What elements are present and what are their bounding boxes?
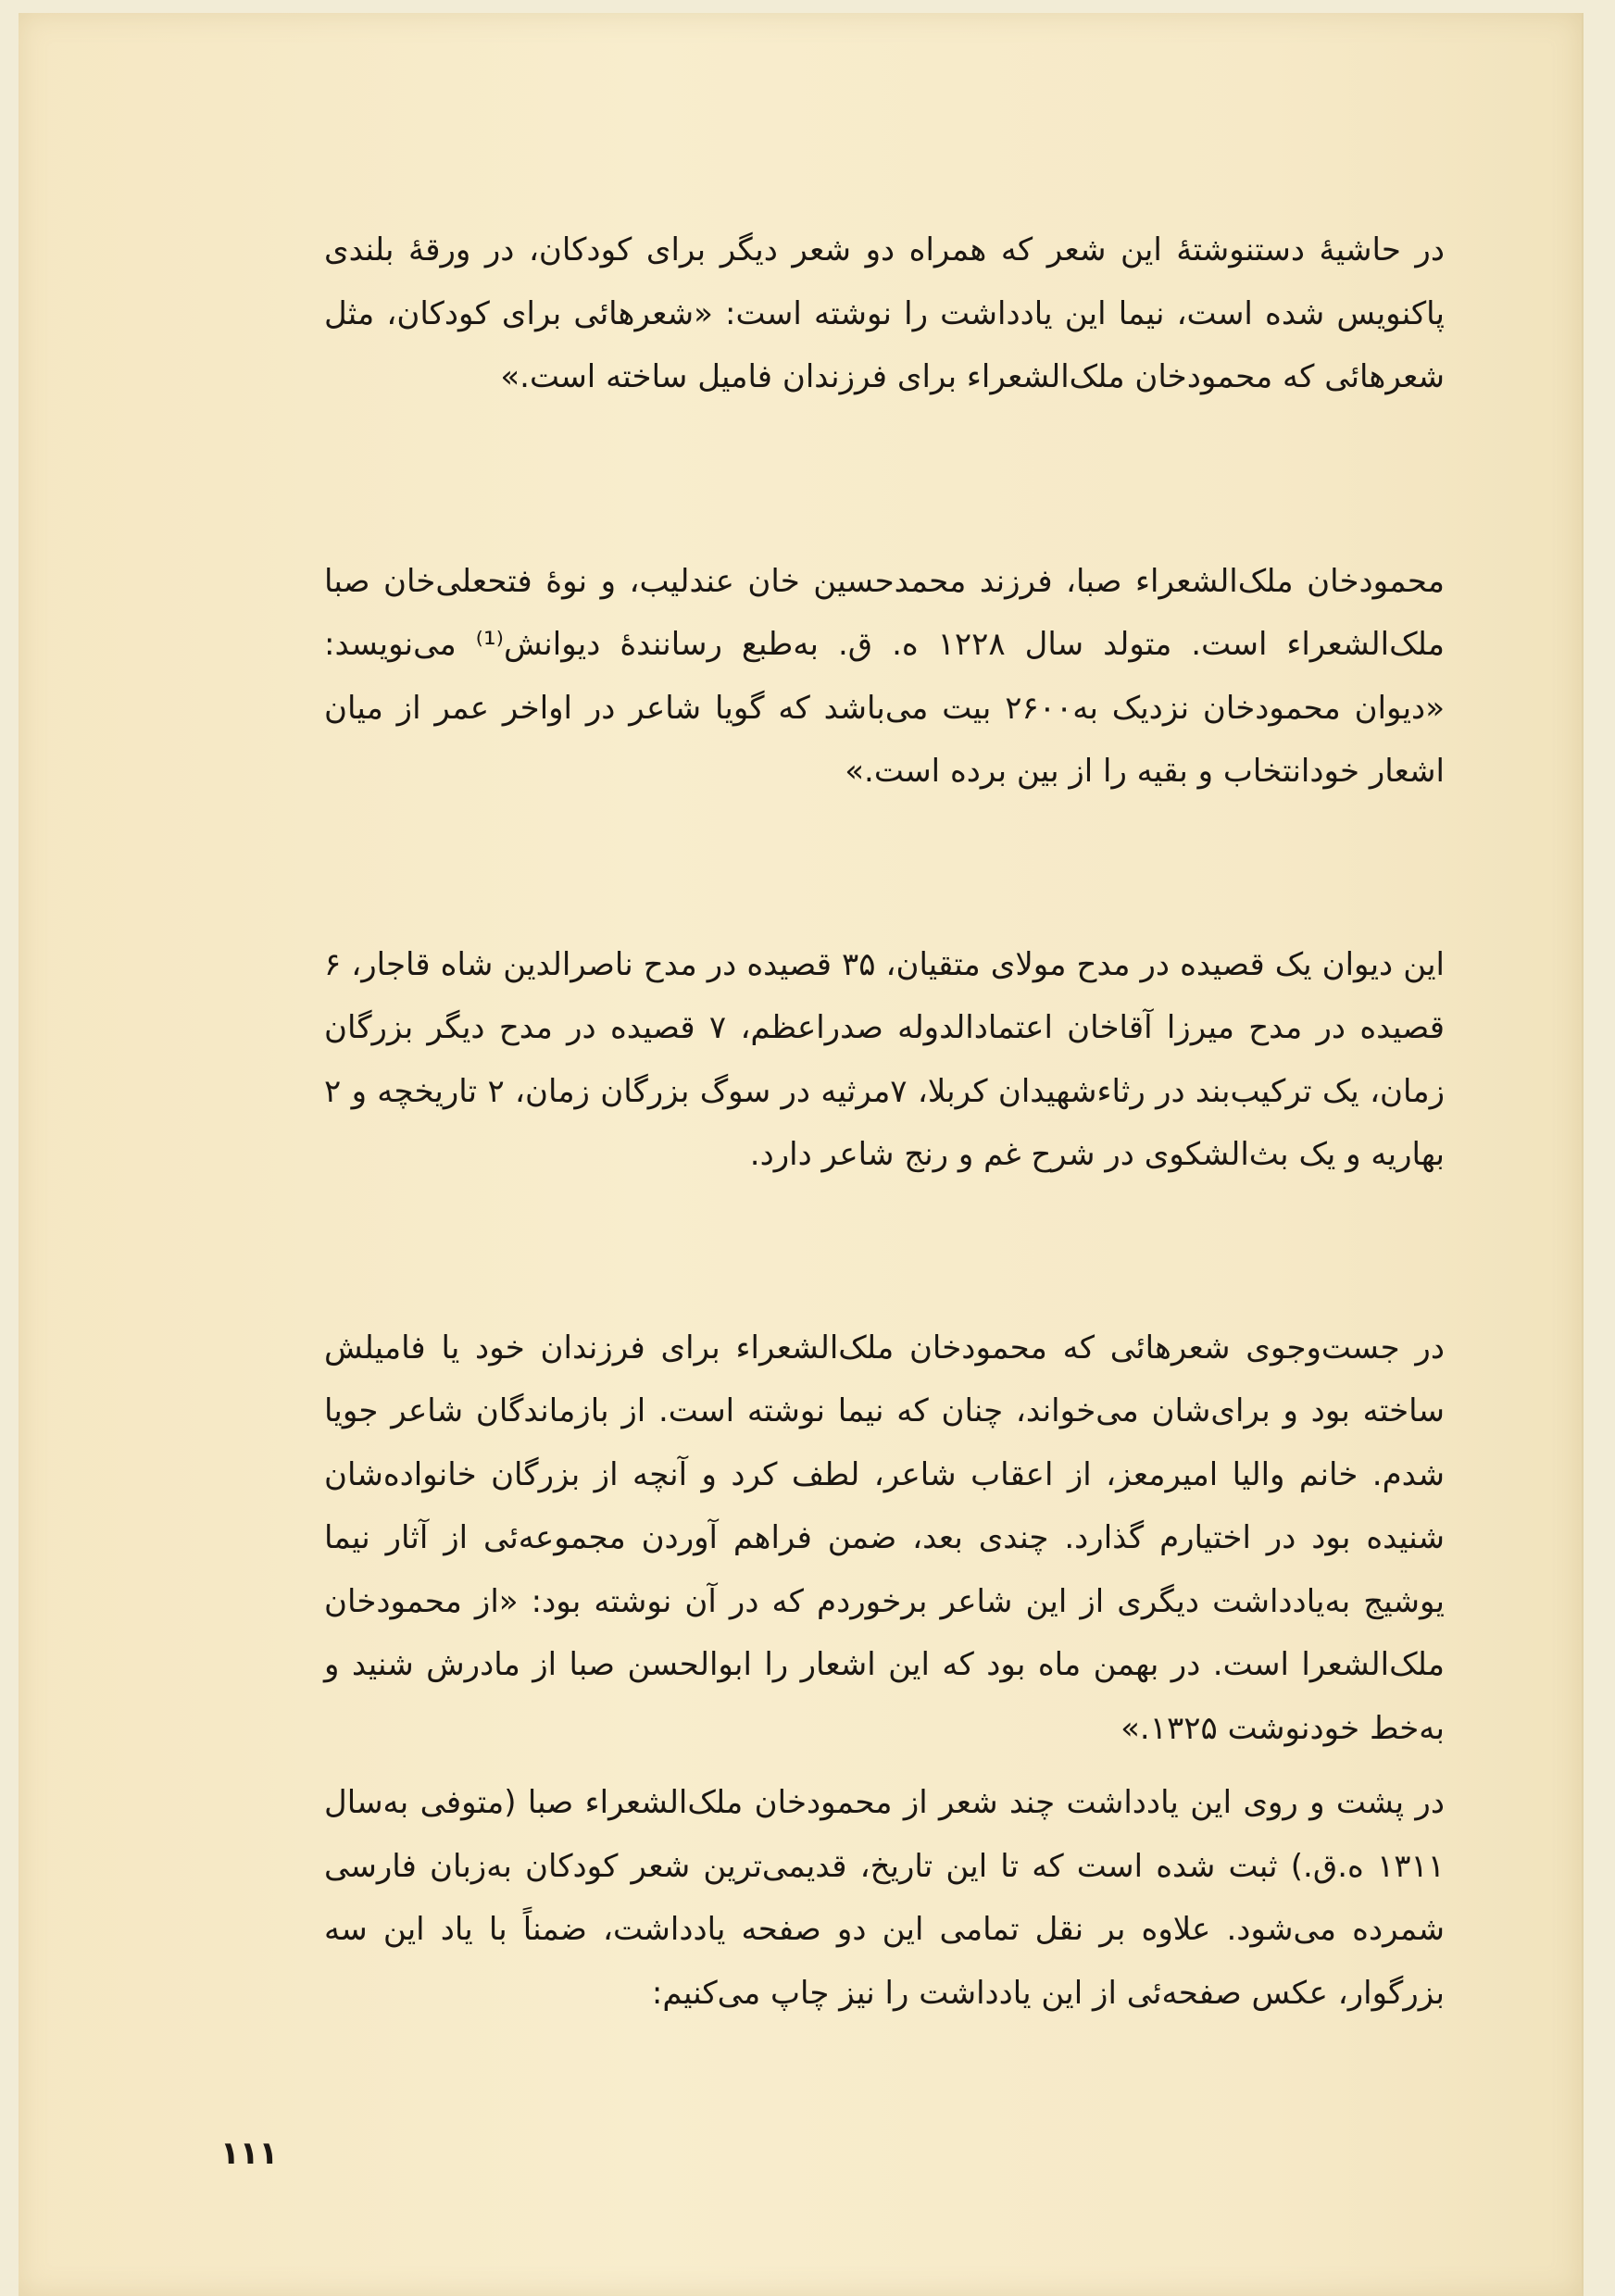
page-body	[324, 218, 1445, 2025]
paragraph-margin-note: در حاشیهٔ دستنوشتهٔ این شعر که همراه دو شعر دیگر برای کودکان، در ورقهٔ بلندی پاکنویس شده است، نیما این یادداشت را نوشته است: «شعرهائی برای کودکان، مثل شعرهائی که محمودخان ملک‌الشعراء برای فرزندان فامیل ساخته است.»	[324, 231, 1445, 395]
page-number: ۱۱۱	[220, 2135, 279, 2172]
paragraph-divan-contents: این دیوان یک قصیده در مدح مولای متقیان، ۳۵ قصیده در مدح ناصرالدین شاه قاجار، ۶ قصیده در مدح میرزا آقاخان اعتمادالدوله صدراعظم، ۷ قصیده در مدح دیگر بزرگان زمان، یک ترکیب‌بند در رثاء‌شهیدان کربلا، ۷مرثیه در سوگ بزرگان زمان، ۲ تاریخچه و ۲ بهاریه و یک بث‌الشکوی در شرح غم و رنج شاعر دارد.	[324, 945, 1445, 1173]
paragraph-note-contents: در پشت و روی این یادداشت چند شعر از محمودخان ملک‌الشعراء صبا (متوفی به‌سال ۱۳۱۱ ه.ق.) ثبت شده است که تا این تاریخ، قدیمی‌ترین شعر کودکان به‌زبان فارسی شمرده می‌شود. علاوه بر نقل تمامی این دو صفحه یادداشت، ضمناً با یاد این سه بزرگوار، عکس صفحه‌ئی از این یادداشت را نیز چاپ می‌کنیم:	[324, 1784, 1445, 2012]
book-page	[19, 13, 1584, 2296]
paragraph-mahmoud-khan-bio: محمودخان ملک‌الشعراء صبا، فرزند محمدحسین خان عندلیب، و نوهٔ فتحعلی‌خان صبا ملک‌الشعراء است. متولد سال ۱۲۲۸ ه. ق. به‌طبع رسانندهٔ دیوانش⁽¹⁾ می‌نویسد: «دیوان محمودخان نزدیک به۲۶۰۰ بیت می‌باشد که گویا شاعر در اواخر عمر از میان اشعار خودانتخاب و بقیه را از بین برده است.»	[324, 562, 1445, 790]
paragraph-search-for-poems: در جست‌وجوی شعرهائی که محمودخان ملک‌الشعراء برای فرزندان خود یا فامیلش ساخته بود و برای‌شان می‌خواند، چنان که نیما نوشته است. از بازماندگان شاعر جویا شدم. خانم والیا امیرمعز، از اعقاب شاعر، لطف کرد و آنچه از بزرگان خانواده‌شان شنیده بود در اختیارم گذارد. چندی بعد، ضمن فراهم آوردن مجموعه‌ئی از آثار نیما یوشیج به‌یادداشت دیگری از این شاعر برخوردم که در آن نوشته بود: «از محمودخان ملک‌الشعرا است. در بهمن ماه بود که این اشعار را ابوالحسن صبا از مادرش شنید و به‌خط خودنوشت ۱۳۲۵.»	[324, 1329, 1445, 1747]
